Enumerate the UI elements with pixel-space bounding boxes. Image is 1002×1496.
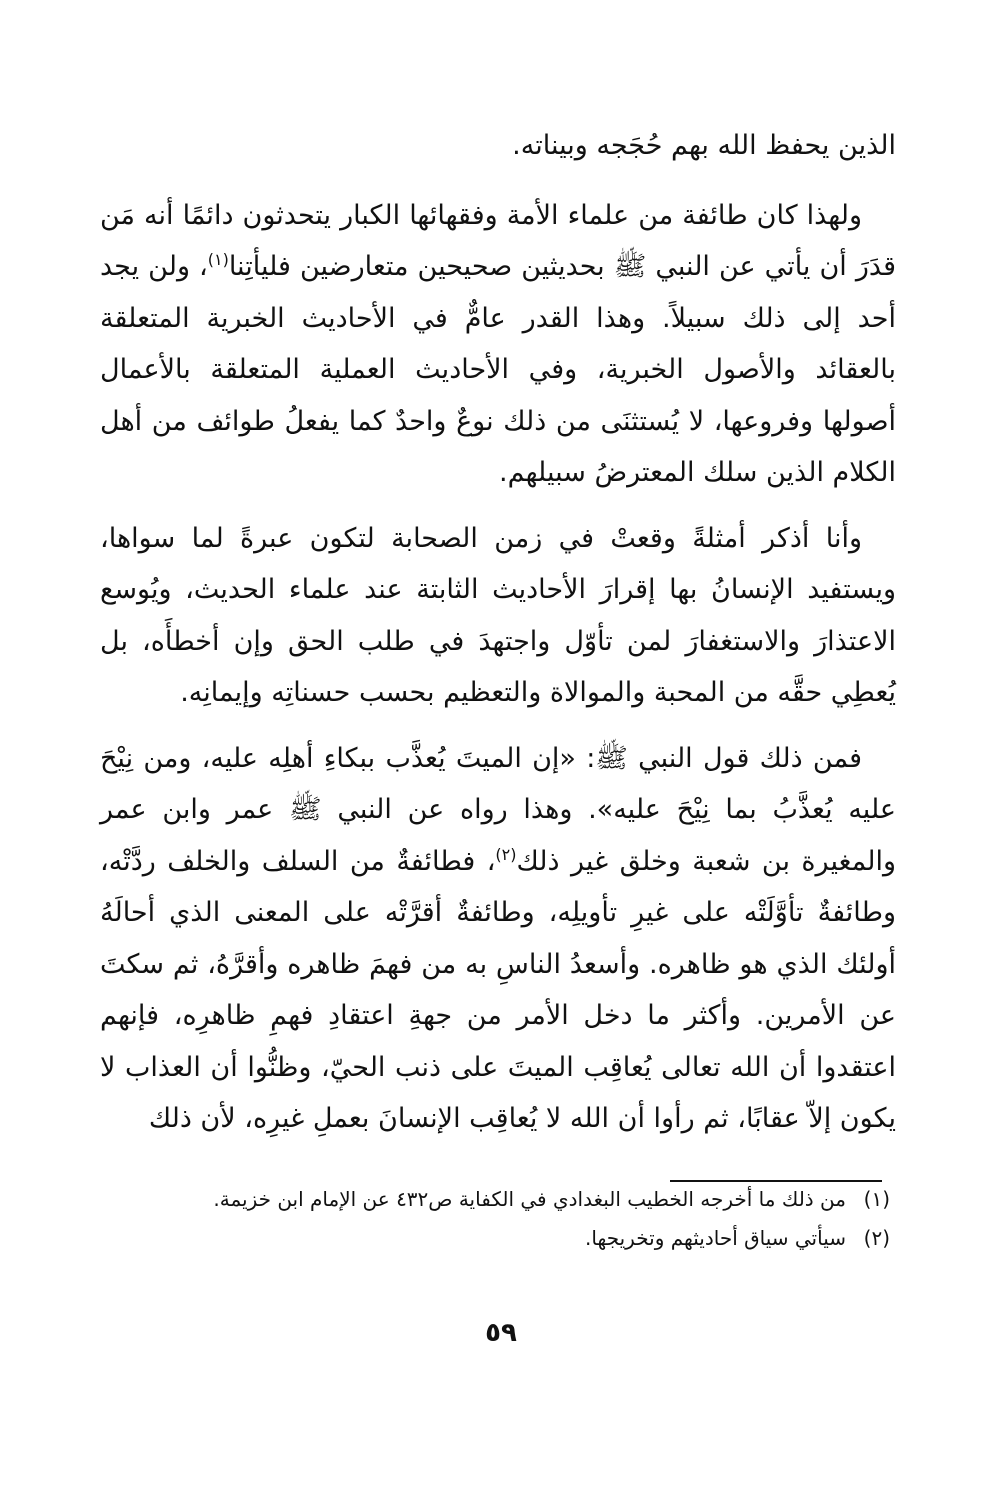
footnote-text: سيأتي سياق أحاديثهم وتخريجها. (585, 1226, 846, 1250)
paragraph-2 (100, 190, 896, 499)
paragraph-2-part-1: ولهذا كان طائفة من علماء الأمة وفقهائها الكبار يتحدثون دائمًا أنه مَن قدَرَ أن يأتي عن النبي ﷺ بحديثين صحيحين متعارضين فليأتِنا (100, 199, 896, 282)
paragraph-4 (100, 733, 896, 1145)
main-text (100, 120, 896, 1159)
footnotes (100, 1180, 890, 1258)
footnote-1 (100, 1180, 890, 1219)
footnote-ref-1[interactable]: (١) (207, 250, 229, 269)
footnote-number: (٢) (863, 1226, 890, 1250)
paragraph-4-part-2: ، فطائفةٌ من السلف والخلف ردَّتْه، وطائفةٌ تأوَّلَتْه على غيرِ تأويلِه، وطائفةٌ أقرَّتْه على المعنى الذي أحالَهُ أولئك الذي هو ظاهره. وأسعدُ الناسِ به من فهمَ ظاهره وأقرَّهُ، ثم سكتَ عن الأمرين. وأكثر ما دخل الأمر من جهةِ اعتقادِ فهمِ ظاهرِه، فإنهم اعتقدوا أن الله تعالى يُعاقِب الميتَ على ذنب الحيّ، وظنُّوا أن العذاب لا يكون إلاّ عقابًا، ثم رأوا أن الله لا يُعاقِب الإنسانَ بعملِ غيرِه، لأن ذلك (100, 845, 896, 1134)
footnote-ref-2[interactable]: (٢) (495, 844, 517, 864)
paragraph-1: الذين يحفظ الله بهم حُجَجه وبيناته. (512, 130, 896, 161)
footnote-number: (١) (863, 1187, 890, 1211)
footnote-2 (100, 1219, 890, 1258)
paragraph-2-part-2: ، ولن يجد أحد إلى ذلك سبيلاً. وهذا القدر عامٌّ في الأحاديث الخبرية المتعلقة بالعقائد والأصول الخبرية، وفي الأحاديث العملية المتعلقة بالأعمال أصولها وفروعها، لا يُستثنَى من ذلك نوعٌ واحدٌ كما يفعلُ طوائف من أهل الكلام الذين سلك المعترضُ سبيلهم. (100, 251, 896, 488)
page-number: ٥٩ (485, 1318, 517, 1348)
paragraph-3: وأنا أذكر أمثلةً وقعتْ في زمن الصحابة لتكون عبرةً لما سواها، ويستفيد الإنسانُ بها إقرارَ الأحاديث الثابتة عند علماء الحديث، ويُوسع الاعتذارَ والاستغفارَ لمن تأوّل واجتهدَ في طلب الحق وإن أخطأَه، بل يُعطِي حقَّه من المحبة والموالاة والتعظيم بحسب حسناتِه وإيمانِه. (100, 522, 896, 708)
paragraph-4-part-1: فمن ذلك قول النبي ﷺ: «إن الميتَ يُعذَّب ببكاءِ أهلِه عليه، ومن نِيْحَ عليه يُعذَّبُ بما نِيْحَ عليه». وهذا رواه عن النبي ﷺ عمر وابن عمر والمغيرة بن شعبة وخلق غير ذلك (100, 742, 897, 877)
footnote-text: من ذلك ما أخرجه الخطيب البغدادي في الكفاية ص٤٣٢ عن الإمام ابن خزيمة. (213, 1187, 846, 1211)
